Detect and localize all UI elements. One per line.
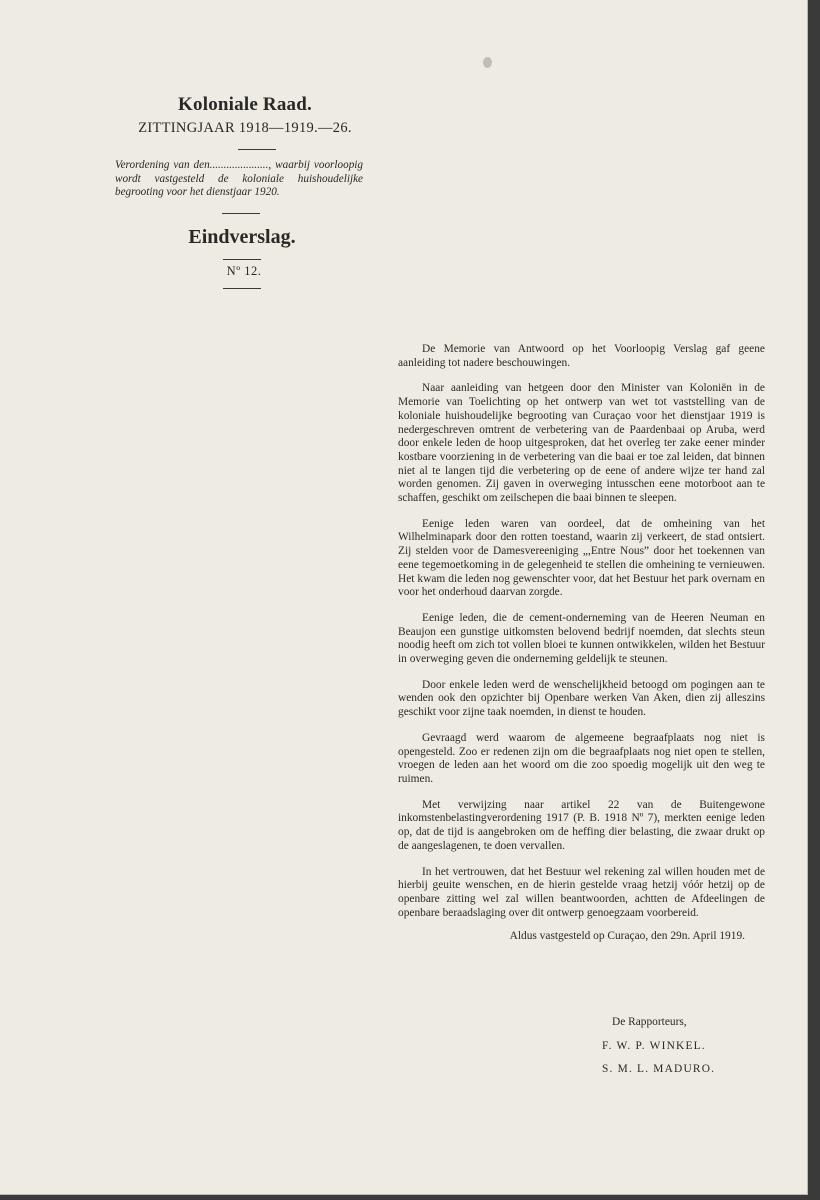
document-header <box>110 94 370 289</box>
header-divider <box>223 259 261 260</box>
rapporteurs-label: De Rapporteurs, <box>612 1016 687 1028</box>
body-paragraph: Eenige leden waren van oordeel, dat de omheining van het Wilhelminapark door den rotten toestand, waarin zij verkeert, de stad ontsiert. Zij stelden voor de Damesvereeniging „,Entre Nous” door het toekennen van eene tegemoetkoming in de gelegenheid te stellen die omheining te vernieuwen. Het kwam die leden nog gewenschter voor, dat het Bestuur het park overnam en voor het onderhoud daarvan zorgde. <box>398 517 765 599</box>
header-divider <box>238 149 276 150</box>
body-paragraph: Door enkele leden werd de wenschelijkheid betoogd om pogingen aan te wenden ook den opzichter bij Openbare werken Van Aken, dien zij alleszins geschikt voor zijne taak noemden, in dienst te houden. <box>398 678 765 719</box>
body-paragraph: In het vertrouwen, dat het Bestuur wel rekening zal willen houden met de hierbij geuite wenschen, en de hierin gestelde vraag hetzij vóór hetzij op de openbare zitting wel zal willen beantwoorden, achtten de Afdeelingen de openbare beraadslaging over dit ontwerp genoegzaam voorbereid. <box>398 865 765 919</box>
closing-line: Aldus vastgesteld op Curaçao, den 29n. April 1919. <box>509 930 745 943</box>
session-year: ZITTINGJAAR 1918—1919.—26. <box>138 120 352 136</box>
signatory-name: S. M. L. MADURO. <box>602 1063 716 1075</box>
header-divider <box>223 288 261 289</box>
body-paragraph: De Memorie van Antwoord op het Voorloopig Verslag gaf geene aanleiding tot nadere beschouwingen. <box>398 343 765 369</box>
body-paragraph: Eenige leden, die de cement-onderneming van de Heeren Neuman en Beaujon een gunstige uitkomsten belovend bedrijf noemden, dat slechts steun noodig heeft om zich tot vollen bloei te kunnen ontwikkelen, wilden het Bestuur in overweging geven die onderneming geldelijk te steunen. <box>398 611 765 666</box>
body-paragraph: Met verwijzing naar artikel 22 van de Buitengewone inkomstenbelastingverordening 1917 (P. B. 1918 Nº 7), merkten eenige leden op, dat de tijd is aangebroken om de heffing dier belasting, die zwaar drukt op de aangeslagenen, te doen vervallen. <box>398 798 765 852</box>
body-paragraph: Naar aanleiding van hetgeen door den Minister van Koloniën in de Memorie van Toelichting op het ontwerp van wet tot vaststelling van de koloniale huishoudelijke begrooting van Curaçao voor het dienstjaar 1919 is nedergeschreven omtrent de verbetering van de Paardenbaai op Aruba, werd door enkele leden de hoop uitgesproken, dat het overleg ter zake eener minder kostbare voorziening in de verbetering van die baai er toe zal leiden, dat binnen niet al te langen tijd die verbetering op de eene of andere wijze ter hand zal worden genomen. Zij gaven in overweging intusschen eene motorboot aan te schaffen, geschikt om zeilschepen die baai binnen te sleepen. <box>398 382 765 505</box>
report-body <box>398 343 765 944</box>
report-title: Eindverslag. <box>188 225 296 248</box>
paper-stain <box>483 57 492 68</box>
body-paragraph: Gevraagd werd waarom de algemeene begraafplaats nog niet is opengesteld. Zoo er redenen zijn om die begraafplaats nog niet open te stellen, vroegen de leden aan het woord om die zoo spoedig mogelijk uit den weg te ruimen. <box>398 731 765 785</box>
council-title: Koloniale Raad. <box>178 94 312 115</box>
report-number: Nº 12. <box>226 263 262 278</box>
header-divider <box>222 213 260 214</box>
ordinance-description: Verordening van den....................., waarbij voorloopig wordt vastgesteld de koloniale huishoudelijke begrooting voor het dienstjaar 1920. <box>115 159 363 199</box>
signatory-name: F. W. P. WINKEL. <box>602 1040 706 1052</box>
